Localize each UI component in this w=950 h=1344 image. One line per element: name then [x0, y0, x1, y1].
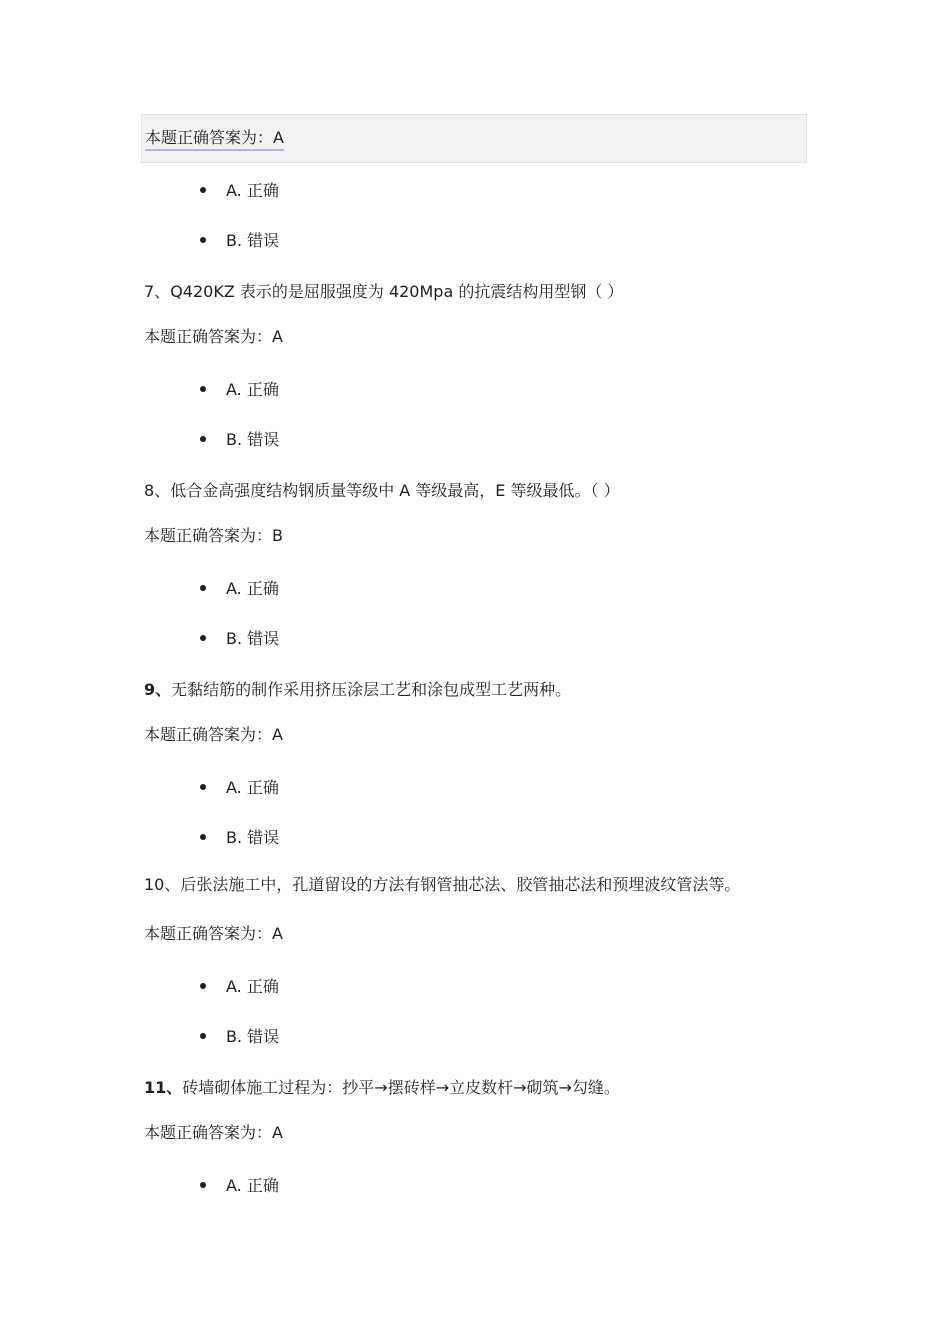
option-label: A. 正确 [226, 778, 279, 797]
option-label: A. 正确 [226, 977, 279, 996]
question-text: Q420KZ 表示的是屈服强度为 420Mpa 的抗震结构用型钢（ ） [170, 282, 624, 301]
correct-answer-text: 本题正确答案为：A [144, 1123, 283, 1142]
bullet-icon [200, 1033, 206, 1039]
correct-answer-text: 本题正确答案为：A [144, 725, 283, 744]
question-number: 11、 [144, 1078, 183, 1097]
bullet-icon [200, 983, 206, 989]
option-label: B. 错误 [226, 828, 280, 847]
bullet-icon [200, 187, 206, 193]
question-10 [144, 875, 740, 895]
bullet-icon [200, 237, 206, 243]
option-label: B. 错误 [226, 1027, 280, 1046]
option-label: A. 正确 [226, 380, 279, 399]
list-item [200, 380, 279, 400]
list-item [200, 1027, 279, 1047]
correct-answer-text: 本题正确答案为：B [144, 526, 283, 545]
list-item [200, 828, 279, 848]
question-number: 7、 [144, 282, 171, 301]
question-8 [144, 481, 620, 501]
question-text: 后张法施工中，孔道留设的方法有钢管抽芯法、胶管抽芯法和预埋波纹管法等。 [180, 875, 741, 894]
option-label: A. 正确 [226, 1176, 279, 1195]
correct-answer-text: 本题正确答案为：A [144, 327, 283, 346]
option-label: B. 错误 [226, 430, 280, 449]
question-number: 8、 [144, 481, 171, 500]
option-label: A. 正确 [226, 579, 279, 598]
list-item [200, 778, 279, 798]
list-item [200, 579, 279, 599]
option-label: B. 错误 [226, 629, 280, 648]
bullet-icon [200, 635, 206, 641]
correct-answer-text: 本题正确答案为：A [144, 924, 283, 943]
list-item [200, 629, 279, 649]
answer-highlight-box [141, 114, 807, 163]
question-9 [144, 680, 571, 700]
question-text: 无黏结筋的制作采用挤压涂层工艺和涂包成型工艺两种。 [171, 680, 572, 699]
bullet-icon [200, 436, 206, 442]
bullet-icon [200, 386, 206, 392]
question-7 [144, 282, 623, 302]
correct-answer-text: 本题正确答案为：A [145, 128, 284, 151]
option-label: B. 错误 [226, 231, 280, 250]
option-label: A. 正确 [226, 181, 279, 200]
bullet-icon [200, 784, 206, 790]
question-11 [144, 1078, 620, 1098]
question-number: 10、 [144, 875, 181, 894]
question-text: 低合金高强度结构钢质量等级中 A 等级最高，E 等级最低。（ ） [170, 481, 620, 500]
list-item [200, 181, 279, 201]
bullet-icon [200, 1182, 206, 1188]
question-number: 9、 [144, 680, 172, 699]
list-item [200, 231, 279, 251]
bullet-icon [200, 585, 206, 591]
list-item [200, 1176, 279, 1196]
bullet-icon [200, 834, 206, 840]
list-item [200, 977, 279, 997]
list-item [200, 430, 279, 450]
question-text: 砖墙砌体施工过程为：抄平→摆砖样→立皮数杆→砌筑→勾缝。 [182, 1078, 620, 1097]
